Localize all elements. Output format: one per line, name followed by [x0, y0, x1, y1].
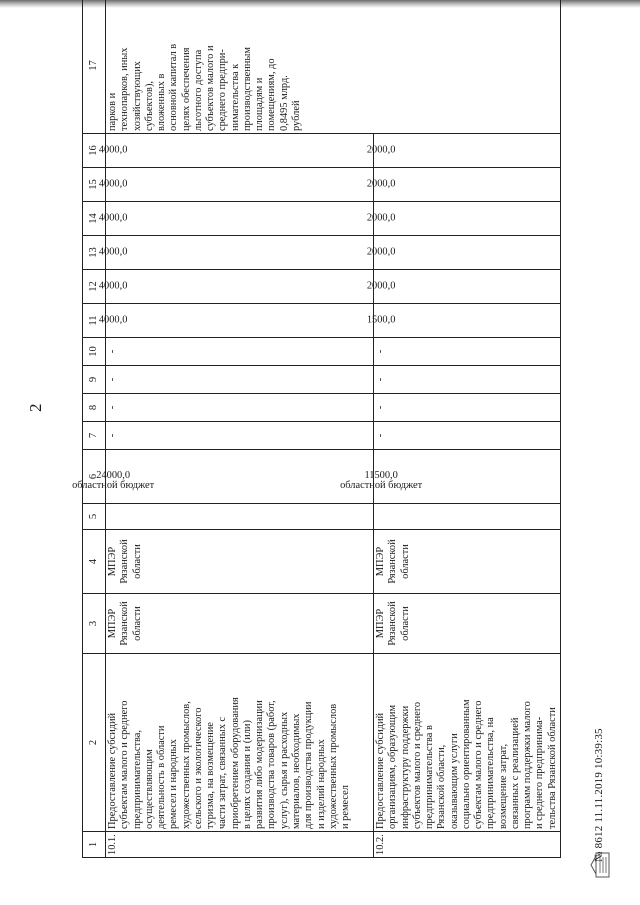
- year-amount: 4000,0: [98, 246, 128, 258]
- year-amount: 4000,0: [98, 144, 128, 156]
- year-amount: 2000,0: [366, 212, 396, 224]
- year-amount: 4000,0: [98, 178, 128, 190]
- header-cell: 17: [83, 0, 106, 134]
- total-amount: 11500,0: [364, 470, 398, 482]
- year-amount: 4000,0: [98, 280, 128, 292]
- header-cell: 14: [83, 202, 106, 236]
- budget-source: областной бюджет: [340, 479, 423, 491]
- header-cell: 4: [83, 530, 106, 594]
- year-cell: -: [374, 338, 561, 366]
- program-table: [72, 18, 558, 858]
- year-cell: [98, 202, 374, 236]
- budget-source-cell: [72, 479, 374, 530]
- year-amount: 4000,0: [98, 212, 128, 224]
- year-cell: [98, 304, 374, 338]
- year-cell: -: [106, 338, 374, 366]
- table-row: [106, 0, 374, 858]
- year-cell: [98, 168, 374, 202]
- measure-description: Предоставление субсидий субъектам малого и среднего предпринимательства, осуществляющим деятельность в области ремесел и народных художественных промыслов, сельского и экологического туризма, на возмещение части затрат, связанных с приобретением оборудования в целях создания и (или) развития либо модернизации производства товаров (работ, услуг), сырья и расходных материалов, необходимых для производства продукции и изделий народных художественных промыслов и ремесел: [106, 654, 374, 832]
- header-cell: 13: [83, 236, 106, 270]
- year-cell: [98, 270, 374, 304]
- year-amount: 2000,0: [366, 178, 396, 190]
- row-number: 10.1.: [106, 832, 374, 858]
- executor-cell: МПЭР Рязанской области: [106, 594, 374, 654]
- year-cell: [366, 168, 561, 202]
- coexecutor-cell: МПЭР Рязанской области: [374, 530, 561, 594]
- header-cell: 3: [83, 594, 106, 654]
- coexecutor-cell: МПЭР Рязанской области: [106, 530, 374, 594]
- header-cell: 7: [83, 422, 106, 450]
- year-cell: [366, 270, 561, 304]
- year-cell: -: [374, 366, 561, 394]
- header-cell: 1: [83, 832, 106, 858]
- row-number: 10.2.: [374, 832, 561, 858]
- header-cell: 12: [83, 270, 106, 304]
- registration-stamp: № 8612 11.11.2019 10:39:35: [593, 728, 605, 862]
- year-amount: 2000,0: [366, 280, 396, 292]
- year-cell: [98, 236, 374, 270]
- year-cell: -: [106, 366, 374, 394]
- header-cell: 5: [83, 504, 106, 530]
- total-amount: 24000,0: [96, 470, 131, 482]
- year-cell: [366, 202, 561, 236]
- page-number: 2: [26, 403, 45, 412]
- header-cell: 16: [83, 134, 106, 168]
- header-cell: 9: [83, 366, 106, 394]
- year-cell: -: [106, 422, 374, 450]
- measure-description: Предоставление субсидий организациям, образующим инфраструктуру поддержки субъектов малого и среднего предпринимательства в Рязанской области, оказывающим услуги социально ориентированным субъектам малого и среднего предпринимательства, на возмещение затрат, связанных с реализацией программ поддержки малого и среднего предпринима- тельства Рязанской области: [374, 654, 561, 832]
- year-amount: 2000,0: [366, 246, 396, 258]
- header-cell: 15: [83, 168, 106, 202]
- year-cell: [366, 134, 561, 168]
- table-header-row: [83, 0, 106, 858]
- year-amount: 4000,0: [98, 314, 128, 326]
- budget-source-cell: [340, 479, 561, 530]
- measures-table: [72, 0, 561, 858]
- indicator-note: парков и технопарков, иных хозяйствующих субъектов), вложенных в основной капитал в целях обеспечения льготного доступа субъектов малого и среднего предпри- нимательства к производственным площадям и помещениям, до 0,8495 млрд. рублей: [106, 0, 561, 134]
- header-cell: 8: [83, 394, 106, 422]
- total-cell: [96, 450, 374, 504]
- year-cell: -: [106, 394, 374, 422]
- year-cell: [98, 134, 374, 168]
- year-cell: -: [374, 422, 561, 450]
- header-cell: 10: [83, 338, 106, 366]
- header-cell: 6: [83, 450, 106, 504]
- year-cell: [366, 304, 561, 338]
- year-cell: [366, 236, 561, 270]
- budget-source: областной бюджет: [72, 479, 155, 491]
- executor-cell: МПЭР Рязанской области: [374, 594, 561, 654]
- header-cell: 2: [83, 654, 106, 832]
- total-cell: [364, 450, 561, 504]
- header-cell: 11: [83, 304, 106, 338]
- year-amount: 1500,0: [366, 314, 396, 326]
- year-cell: -: [374, 394, 561, 422]
- year-amount: 2000,0: [366, 144, 396, 156]
